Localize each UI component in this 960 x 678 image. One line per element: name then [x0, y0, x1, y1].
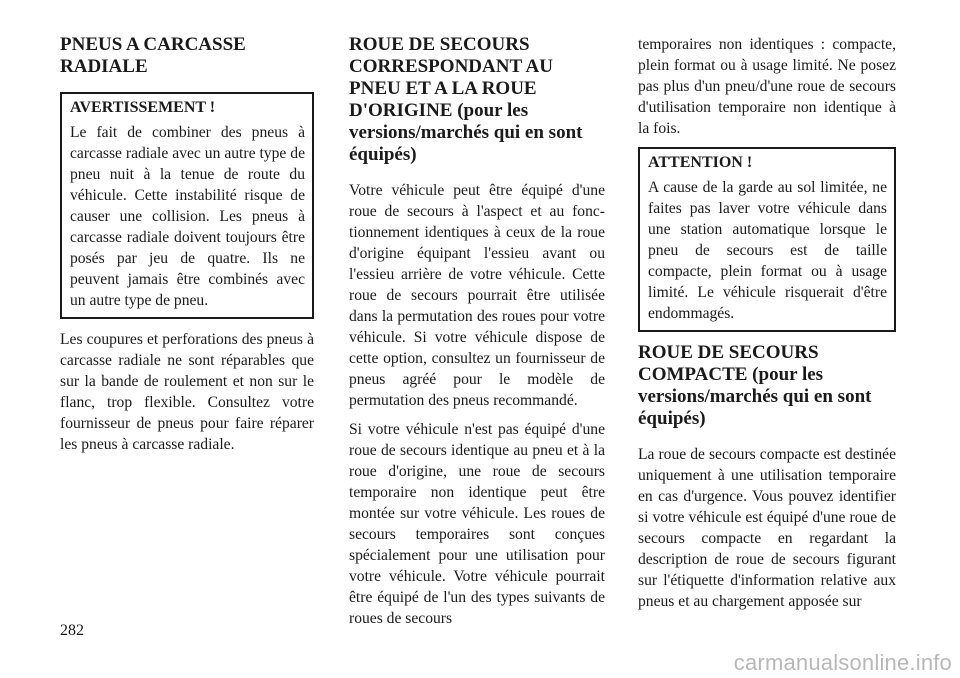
caution-box [638, 147, 896, 332]
column-right [638, 34, 896, 620]
section-heading-matching-spare [349, 34, 605, 166]
matching-spare-paragraph-2: Si votre véhicule n'est pas équipé d'une roue de secours identique au pneu et à la roue d'origine, une roue de secours temporaire non identique peut être montée sur votre véhicule. Les roues de secours temporaires sont conçues spécialement pour une utilisation pour votre véhicule. Votre véhicule pourrait être équipé de l'un des types suivants de roues de secours [349, 421, 605, 627]
section-heading-radial-tires: PNEUS A CARCASSE RADIALE [60, 34, 246, 77]
watermark-text: carmanualsonline.info [733, 650, 952, 675]
column-left [60, 34, 314, 463]
radial-tires-paragraph: Les coupures et perforations des pneus à carcasse radiale ne sont réparables que sur la bande de roulement et non sur le flanc, trop flexible. Consultez votre fournisseur de pneus pour faire réparer les pneus à carcasse radiale. [60, 331, 314, 453]
matching-spare-paragraph-1: Votre véhicule peut être équipé d'une roue de secours à l'aspect et au fonctionnement identiques à ceux de la roue d'origine équipant l'essieu avant ou l'essieu arrière de votre véhicule. Cette roue de secours pourrait être utilisée dans la permutation des roues pour votre véhicule. Si votre véhicule dispose de cette option, consultez un fournisseur de pneus agréé pour le modèle de permutation des pneus recommandé. [349, 182, 605, 409]
caution-title: ATTENTION ! [648, 154, 753, 171]
warning-title: AVERTISSEMENT ! [70, 99, 216, 116]
temporary-spare-paragraph: temporaires non identiques : compacte, plein format ou à usage limité. Ne posez pas plus d'un pneu/d'une roue de secours d'utilisation temporaire non identique à la fois. [638, 36, 896, 137]
section-heading-compact-spare [638, 342, 896, 430]
caution-text: A cause de la garde au sol limitée, ne faites pas laver votre véhicule dans une station automatique lorsque le pneu de secours est de taille compacte, plein format ou à usage limité. Le véhicule risquerait d'être endommagés. [648, 179, 887, 322]
heading-suffix: (pour les versions/marchés qui en sont équipés) [349, 100, 583, 165]
compact-spare-paragraph: La roue de secours compacte est destinée uniquement à une utilisation temporaire en cas d'urgence. Vous pouvez identifier si votre véhicule est équipé d'une roue de secours compacte en regardant la description de roue de secours figurant sur l'étiquette d'information relative aux pneus et au chargement apposée sur [638, 446, 896, 610]
heading-suffix: (pour les versions/marchés qui en sont équipés) [638, 364, 872, 429]
warning-text: Le fait de combiner des pneus à carcasse radiale avec un autre type de pneu nuit à la tenue de route du véhicule. Cette instabilité risque de causer une collision. Les pneus à carcasse radiale doivent toujours être posés par jeu de quatre. Ils ne peuvent jamais être combinés avec un autre type de pneu. [70, 124, 305, 309]
heading-main: ROUE DE SECOURS CORRESPONDANT AU PNEU ET A LA ROUE D'ORIGINE [349, 34, 553, 121]
page-number: 282 [60, 622, 84, 639]
heading-main: ROUE DE SECOURS COMPACTE [638, 342, 819, 385]
column-middle [349, 34, 605, 637]
warning-box [60, 92, 314, 319]
